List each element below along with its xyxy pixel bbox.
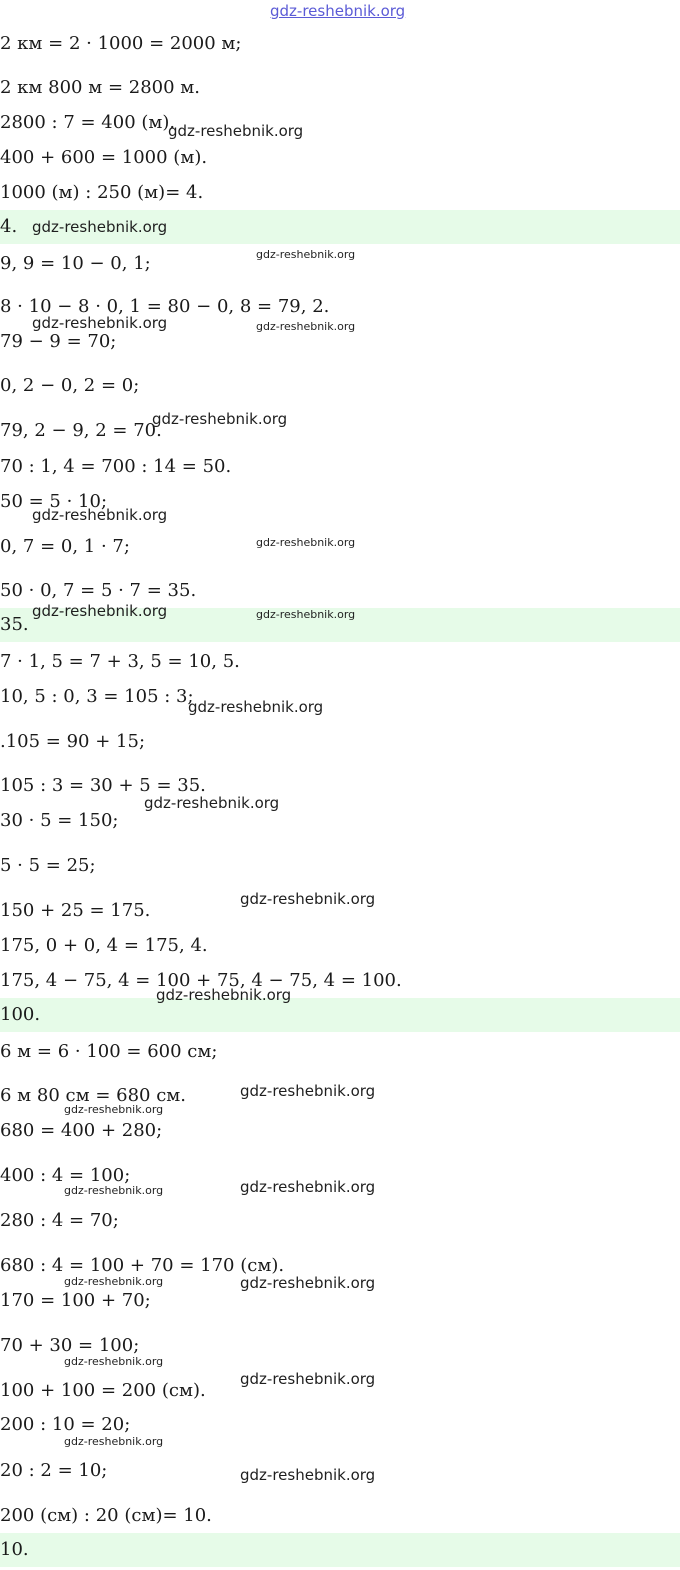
solution-line: 2 км 800 м = 2800 м. [0,77,201,98]
solution-line: 7 · 1, 5 = 7 + 3, 5 = 10, 5. [0,651,240,672]
solution-line: 50 · 0, 7 = 5 · 7 = 35. [0,580,197,601]
solution-line: 8 · 10 − 8 · 0, 1 = 80 − 0, 8 = 79, 2. [0,296,330,317]
watermark: gdz-reshebnik.org [240,1466,376,1484]
watermark: gdz-reshebnik.org [144,794,280,812]
solution-line: 150 + 25 = 175. [0,900,151,921]
watermark: gdz-reshebnik.org [256,320,356,333]
watermark: gdz-reshebnik.org [240,1274,376,1292]
solution-line: 0, 2 − 0, 2 = 0; [0,375,140,396]
solution-line: 280 : 4 = 70; [0,1210,119,1231]
solution-line: 30 · 5 = 150; [0,810,119,831]
solution-line: 2800 : 7 = 400 (м). [0,112,176,133]
solution-line: 70 + 30 = 100; [0,1335,140,1356]
solution-line: 50 = 5 · 10; [0,491,108,512]
solution-line: 6 м = 6 · 100 = 600 см; [0,1041,218,1062]
watermark: gdz-reshebnik.org [156,986,292,1004]
watermark: gdz-reshebnik.org [256,248,356,261]
watermark: gdz-reshebnik.org [32,218,168,236]
solution-line: 6 м 80 см = 680 см. [0,1085,187,1106]
solution-line: 400 + 600 = 1000 (м). [0,147,208,168]
watermark: gdz-reshebnik.org [64,1275,164,1288]
solution-line: 70 : 1, 4 = 700 : 14 = 50. [0,456,232,477]
answer-row: 35. [0,608,680,642]
solution-line: 100 + 100 = 200 (см). [0,1380,206,1401]
watermark: gdz-reshebnik.org [240,1370,376,1388]
watermark: gdz-reshebnik.org [32,602,168,620]
solution-line: 79 − 9 = 70; [0,331,117,352]
solution-line: 105 : 3 = 30 + 5 = 35. [0,775,206,796]
answer-row: 4. [0,210,680,244]
solution-line: 10, 5 : 0, 3 = 105 : 3; [0,686,194,707]
solution-line: 2 км = 2 · 1000 = 2000 м; [0,33,242,54]
solution-line: 680 : 4 = 100 + 70 = 170 (см). [0,1255,285,1276]
site-watermark-header[interactable]: gdz-reshebnik.org [270,2,406,20]
watermark: gdz-reshebnik.org [64,1184,164,1197]
watermark: gdz-reshebnik.org [64,1355,164,1368]
answer-row: 10. [0,1533,680,1567]
answer-row: 100. [0,998,680,1032]
solution-line: 0, 7 = 0, 1 · 7; [0,536,130,557]
watermark: gdz-reshebnik.org [32,314,168,332]
solution-line: 79, 2 − 9, 2 = 70. [0,420,162,441]
solution-line: 175, 0 + 0, 4 = 175, 4. [0,935,208,956]
watermark: gdz-reshebnik.org [64,1103,164,1116]
watermark: gdz-reshebnik.org [256,608,356,621]
watermark: gdz-reshebnik.org [64,1435,164,1448]
solution-line: 680 = 400 + 280; [0,1120,163,1141]
solution-line: 9, 9 = 10 − 0, 1; [0,253,151,274]
watermark: gdz-reshebnik.org [32,506,168,524]
solution-line: 170 = 100 + 70; [0,1290,151,1311]
solution-line: 175, 4 − 75, 4 = 100 + 75, 4 − 75, 4 = 100. [0,970,402,991]
watermark: gdz-reshebnik.org [256,536,356,549]
watermark: gdz-reshebnik.org [240,890,376,908]
solution-line: 5 · 5 = 25; [0,855,96,876]
solution-line: 200 (см) : 20 (см)= 10. [0,1505,212,1526]
watermark: gdz-reshebnik.org [240,1178,376,1196]
watermark: gdz-reshebnik.org [168,122,304,140]
solution-line: 1000 (м) : 250 (м)= 4. [0,182,204,203]
solution-line: 200 : 10 = 20; [0,1414,131,1435]
watermark: gdz-reshebnik.org [188,698,324,716]
watermark: gdz-reshebnik.org [240,1082,376,1100]
watermark: gdz-reshebnik.org [152,410,288,428]
solution-line: 20 : 2 = 10; [0,1460,108,1481]
solution-line: .105 = 90 + 15; [0,731,146,752]
solution-line: 400 : 4 = 100; [0,1165,131,1186]
